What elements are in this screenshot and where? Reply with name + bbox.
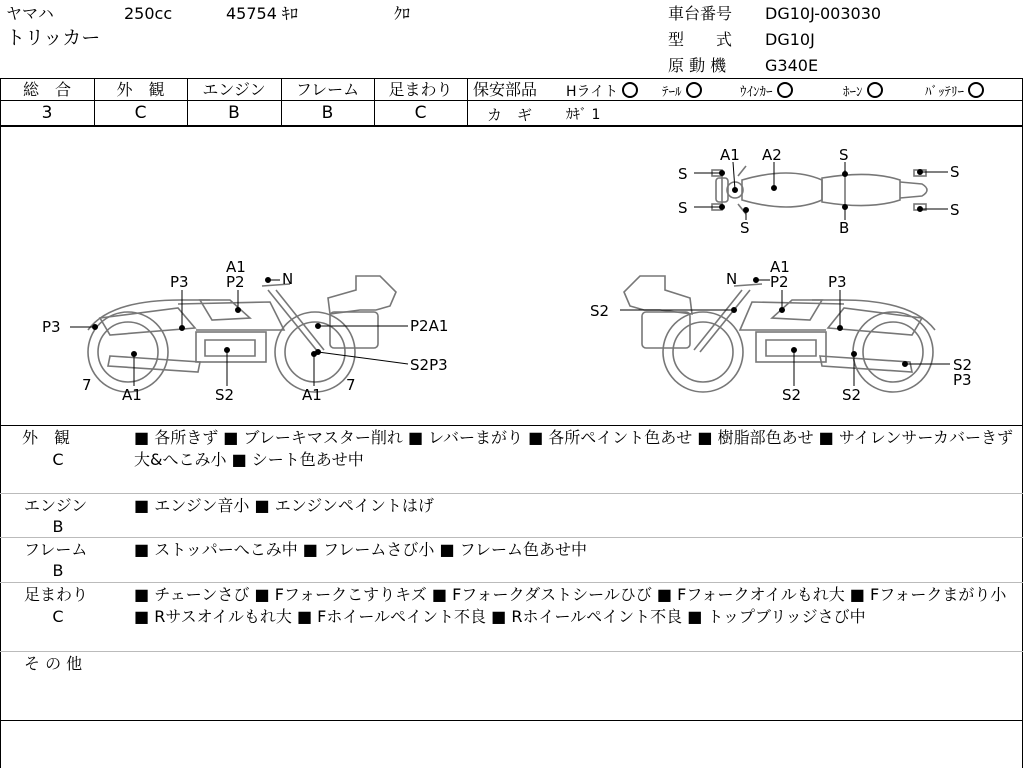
- grade-divider: [0, 100, 1023, 101]
- diagram-label: A1: [720, 146, 740, 164]
- detail-label: 足まわり: [24, 585, 89, 604]
- right-border: [1022, 426, 1023, 768]
- diagram-label: S2P3: [410, 356, 448, 374]
- left-border: [0, 426, 1, 768]
- diagram-label: S: [950, 163, 960, 181]
- diagram-label: S: [678, 165, 688, 183]
- engine-value: G340E: [765, 56, 819, 75]
- safety-item: Hライト: [566, 81, 638, 101]
- col-divider: [467, 78, 468, 126]
- detail-text: ■ 各所きず ■ ブレーキマスター削れ ■ レバーまがり ■ 各所ペイント色あせ ■ 樹脂部色あせ ■ サイレンサーカバーきず大&へこみ小 ■ シート色あせ中: [134, 428, 1014, 469]
- detail-grade: B: [52, 517, 64, 536]
- detail-grade: C: [52, 450, 64, 469]
- diagram-label: 7: [346, 376, 356, 394]
- grade-value: 3: [41, 103, 53, 123]
- diagram-label: B: [839, 219, 850, 237]
- detail-text: ■ エンジン音小 ■ エンジンペイントはげ: [134, 496, 434, 515]
- diagram-label: P2: [770, 273, 789, 291]
- diagram-label: A1: [302, 386, 322, 404]
- grade-value: B: [321, 103, 334, 123]
- diagram-label: A1: [122, 386, 142, 404]
- safety-item: ｳｲﾝｶｰ: [740, 81, 793, 100]
- right-side-motorcycle-icon: [624, 276, 935, 392]
- type-label: 型 式: [668, 30, 733, 49]
- displacement: 250cc: [124, 4, 173, 23]
- diagram-label: P3: [170, 273, 189, 291]
- diagram-label: 7: [82, 376, 92, 394]
- grade-label: 総 合: [22, 80, 71, 99]
- safety-label: 保安部品: [473, 80, 538, 99]
- type-value: DG10J: [765, 30, 815, 49]
- diagram-label: S2: [590, 302, 610, 320]
- safety-item: ﾃｰﾙ: [662, 81, 702, 100]
- diagram-label: S2: [842, 386, 862, 404]
- row-divider: [0, 582, 1023, 583]
- damage-diagram: [0, 126, 1023, 426]
- maker: ヤマハ: [6, 4, 54, 23]
- frame-no-label: 車台番号: [668, 4, 733, 23]
- model-name: トリッカー: [6, 27, 101, 49]
- diagram-label: P3: [828, 273, 847, 291]
- detail-text: ■ ストッパーへこみ中 ■ フレームさび小 ■ フレーム色あせ中: [134, 540, 588, 559]
- diagram-label: P3: [42, 318, 61, 336]
- diagram-label: S2: [215, 386, 235, 404]
- grade-value: B: [228, 103, 240, 123]
- diagram-label: P3: [953, 371, 972, 389]
- row-divider: [0, 651, 1023, 652]
- diagram-label: S: [740, 219, 750, 237]
- mileage: 45754 ｷﾛ: [226, 4, 298, 23]
- grade-value: C: [134, 103, 147, 123]
- diagram-label: P2: [226, 273, 245, 291]
- detail-label: 外 観: [22, 428, 71, 447]
- detail-label: そ の 他: [24, 654, 83, 673]
- diagram-label: S: [678, 199, 688, 217]
- diagram-label: P2A1: [410, 317, 449, 335]
- ok-mark-icon: [686, 82, 702, 98]
- ok-mark-icon: [867, 82, 883, 98]
- diagram-label: S: [950, 201, 960, 219]
- diagram-label: N: [282, 270, 294, 288]
- top-view-motorcycle-icon: [712, 166, 927, 214]
- top-view-labels: [678, 126, 960, 237]
- safety-item: ﾎｰﾝ: [843, 81, 883, 100]
- key-value: ｶｷﾞ 1: [566, 107, 601, 123]
- frame-no: DG10J-003030: [765, 4, 882, 23]
- detail-grade: C: [52, 607, 64, 626]
- grade-label: 足まわり: [388, 80, 453, 99]
- diagram-label: A1: [226, 258, 246, 276]
- diagram-label: A2: [762, 146, 782, 164]
- detail-text: ■ チェーンさび ■ Fフォークこすりキズ ■ Fフォークダストシールひび ■ Fフォークオイルもれ大 ■ Fフォークまがり小 ■ Rサスオイルもれ大 ■ Fホイールペイント不良 ■ Rホイールペイント不良 ■ トップブリッジさび中: [134, 585, 1007, 626]
- ok-mark-icon: [777, 82, 793, 98]
- diagram-label: S2: [953, 356, 973, 374]
- diagram-label: A1: [770, 258, 790, 276]
- grade-label: フレーム: [295, 80, 360, 99]
- safety-item: ﾊﾞｯﾃﾘｰ: [925, 81, 984, 100]
- row-divider: [0, 493, 1023, 494]
- diagram-label: S: [839, 146, 849, 164]
- top-view-callouts: [694, 162, 948, 220]
- detail-label: エンジン: [24, 496, 88, 515]
- ok-mark-icon: [968, 82, 984, 98]
- ok-mark-icon: [622, 82, 638, 98]
- color: ｸﾛ: [394, 4, 411, 23]
- key-label: カ ギ: [487, 106, 533, 124]
- section-bottom-line: [0, 720, 1023, 721]
- grade-value: C: [414, 103, 427, 123]
- engine-label: 原 動 機: [668, 56, 727, 75]
- detail-label: フレーム: [24, 540, 88, 559]
- row-divider: [0, 537, 1023, 538]
- left-side-labels: [42, 258, 448, 404]
- detail-grade: B: [52, 561, 64, 580]
- diagram-label: S2: [782, 386, 802, 404]
- grade-label: エンジン: [202, 80, 266, 99]
- grade-label: 外 観: [116, 80, 165, 99]
- diagram-label: N: [726, 270, 738, 288]
